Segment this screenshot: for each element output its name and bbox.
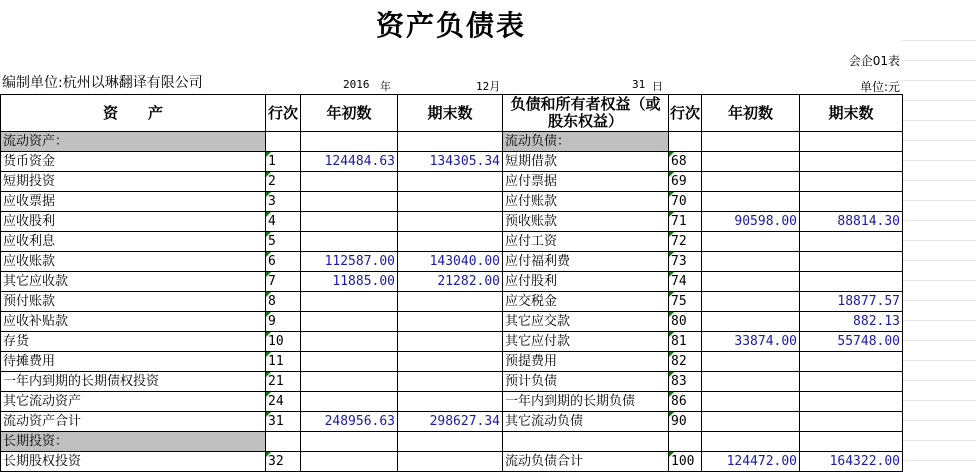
liability-line-no[interactable]: 82	[669, 352, 702, 372]
table-row	[1, 172, 903, 192]
liability-begin-value[interactable]	[702, 352, 800, 372]
liability-item[interactable]: 其它应付款	[503, 332, 669, 352]
asset-line-no[interactable]: 31	[266, 412, 301, 432]
liability-end-value[interactable]	[800, 412, 903, 432]
header-row	[1, 95, 903, 132]
header-line[interactable]: 行次	[266, 95, 301, 132]
asset-line-no[interactable]: 11	[266, 352, 301, 372]
liability-end-value[interactable]	[800, 372, 903, 392]
liability-begin-value[interactable]	[702, 312, 800, 332]
liability-line-no[interactable]	[669, 132, 702, 152]
liability-line-no[interactable]: 75	[669, 292, 702, 312]
asset-begin-value[interactable]	[301, 312, 398, 332]
asset-begin-value[interactable]: 124484.63	[301, 152, 398, 172]
liability-begin-value[interactable]	[702, 132, 800, 152]
asset-end-value[interactable]	[398, 132, 503, 152]
table-row	[1, 132, 903, 152]
date-year: 2016	[343, 78, 370, 91]
asset-item[interactable]: 预付账款	[1, 292, 266, 312]
asset-begin-value[interactable]: 112587.00	[301, 252, 398, 272]
date-month: 12月	[476, 80, 501, 93]
liability-begin-value[interactable]: 33874.00	[702, 332, 800, 352]
table-row	[1, 392, 903, 412]
liability-item[interactable]: 应付账款	[503, 192, 669, 212]
reporting-unit: 编制单位:杭州以琳翻译有限公司	[2, 75, 203, 91]
header-asset[interactable]: 资 产	[1, 95, 266, 132]
asset-item[interactable]: 长期投资：	[1, 432, 266, 452]
asset-end-value[interactable]	[398, 432, 503, 452]
liability-line-no[interactable]: 71	[669, 212, 702, 232]
liability-end-value[interactable]	[800, 192, 903, 212]
asset-item[interactable]: 应收账款	[1, 252, 266, 272]
asset-line-no[interactable]: 2	[266, 172, 301, 192]
asset-item[interactable]: 短期投资	[1, 172, 266, 192]
liability-item[interactable]: 预计负债	[503, 372, 669, 392]
asset-item[interactable]: 应收票据	[1, 192, 266, 212]
date-year-label: 年	[380, 80, 391, 93]
asset-line-no[interactable]: 32	[266, 452, 301, 472]
liability-line-no[interactable]: 100	[669, 452, 702, 472]
liability-line-no[interactable]: 90	[669, 412, 702, 432]
liability-item[interactable]: 其它应交款	[503, 312, 669, 332]
asset-end-value[interactable]: 298627.34	[398, 412, 503, 432]
liability-line-no[interactable]: 72	[669, 232, 702, 252]
liability-line-no[interactable]: 83	[669, 372, 702, 392]
asset-item[interactable]: 长期股权投资	[1, 452, 266, 472]
asset-end-value[interactable]: 134305.34	[398, 152, 503, 172]
report-title: 资产负债表	[375, 9, 526, 42]
table-row	[1, 412, 903, 432]
asset-begin-value[interactable]	[301, 172, 398, 192]
asset-end-value[interactable]	[398, 392, 503, 412]
liability-line-no[interactable]: 69	[669, 172, 702, 192]
liability-end-value[interactable]	[800, 272, 903, 292]
asset-line-no[interactable]	[266, 432, 301, 452]
asset-end-value[interactable]	[398, 312, 503, 332]
table-row	[1, 152, 903, 172]
header-liability[interactable]: 负债和所有者权益（或股东权益）	[503, 95, 669, 132]
table-row	[1, 332, 903, 352]
date-day: 31	[632, 78, 646, 91]
liability-end-value[interactable]	[800, 232, 903, 252]
liability-item[interactable]: 一年内到期的长期负债	[503, 392, 669, 412]
asset-line-no[interactable]: 7	[266, 272, 301, 292]
liability-end-value[interactable]: 55748.00	[800, 332, 903, 352]
header-end[interactable]: 期末数	[398, 95, 503, 132]
liability-end-value[interactable]: 18877.57	[800, 292, 903, 312]
asset-begin-value[interactable]	[301, 192, 398, 212]
table-row	[1, 292, 903, 312]
asset-end-value[interactable]	[398, 332, 503, 352]
asset-end-value[interactable]	[398, 292, 503, 312]
liability-line-no[interactable]: 70	[669, 192, 702, 212]
liability-item[interactable]: 预提费用	[503, 352, 669, 372]
asset-begin-value[interactable]	[301, 292, 398, 312]
liability-item[interactable]: 应付票据	[503, 172, 669, 192]
currency-unit: 单位:元	[859, 80, 900, 94]
liability-begin-value[interactable]: 124472.00	[702, 452, 800, 472]
table-row	[1, 232, 903, 252]
liability-begin-value[interactable]	[702, 192, 800, 212]
sheet-gridlines	[902, 40, 976, 462]
liability-item[interactable]: 其它流动负债	[503, 412, 669, 432]
liability-end-value[interactable]	[800, 152, 903, 172]
table-row	[1, 212, 903, 232]
liability-line-no[interactable]: 68	[669, 152, 702, 172]
liability-begin-value[interactable]	[702, 292, 800, 312]
balance-sheet-table	[0, 94, 903, 472]
liability-item[interactable]: 应付工资	[503, 232, 669, 252]
table-row	[1, 372, 903, 392]
liability-begin-value[interactable]	[702, 392, 800, 412]
liability-end-value[interactable]: 882.13	[800, 312, 903, 332]
asset-begin-value[interactable]: 11885.00	[301, 272, 398, 292]
liability-begin-value[interactable]	[702, 432, 800, 452]
asset-item[interactable]: 流动资产合计	[1, 412, 266, 432]
asset-end-value[interactable]	[398, 212, 503, 232]
asset-line-no[interactable]: 9	[266, 312, 301, 332]
asset-end-value[interactable]: 21282.00	[398, 272, 503, 292]
asset-begin-value[interactable]	[301, 212, 398, 232]
asset-end-value[interactable]: 143040.00	[398, 252, 503, 272]
liability-begin-value[interactable]	[702, 152, 800, 172]
asset-line-no[interactable]: 1	[266, 152, 301, 172]
header-begin-2[interactable]: 年初数	[702, 95, 800, 132]
header-line-2[interactable]: 行次	[669, 95, 702, 132]
liability-end-value[interactable]	[800, 132, 903, 152]
liability-begin-value[interactable]	[702, 232, 800, 252]
table-row	[1, 252, 903, 272]
asset-begin-value[interactable]	[301, 332, 398, 352]
liability-begin-value[interactable]: 90598.00	[702, 212, 800, 232]
asset-item[interactable]: 其它应收款	[1, 272, 266, 292]
asset-item[interactable]: 应收补贴款	[1, 312, 266, 332]
liability-end-value[interactable]	[800, 432, 903, 452]
liability-begin-value[interactable]	[702, 172, 800, 192]
liability-end-value[interactable]	[800, 352, 903, 372]
liability-begin-value[interactable]	[702, 412, 800, 432]
asset-item[interactable]: 货币资金	[1, 152, 266, 172]
asset-item[interactable]: 一年内到期的长期债权投资	[1, 372, 266, 392]
liability-line-no[interactable]: 74	[669, 272, 702, 292]
asset-line-no[interactable]	[266, 132, 301, 152]
asset-begin-value[interactable]	[301, 372, 398, 392]
liability-line-no[interactable]: 80	[669, 312, 702, 332]
asset-begin-value[interactable]	[301, 132, 398, 152]
asset-end-value[interactable]	[398, 172, 503, 192]
asset-item[interactable]: 存货	[1, 332, 266, 352]
liability-begin-value[interactable]	[702, 372, 800, 392]
liability-item[interactable]: 应付福利费	[503, 252, 669, 272]
asset-begin-value[interactable]	[301, 232, 398, 252]
liability-end-value[interactable]: 88814.30	[800, 212, 903, 232]
header-end-2[interactable]: 期末数	[800, 95, 903, 132]
liability-item[interactable]: 流动负债：	[503, 132, 669, 152]
asset-line-no[interactable]: 5	[266, 232, 301, 252]
table-row	[1, 272, 903, 292]
liability-item[interactable]	[503, 432, 669, 452]
liability-end-value[interactable]	[800, 172, 903, 192]
table-row	[1, 432, 903, 452]
liability-end-value[interactable]: 164322.00	[800, 452, 903, 472]
asset-begin-value[interactable]: 248956.63	[301, 412, 398, 432]
liability-item[interactable]: 应交税金	[503, 292, 669, 312]
asset-begin-value[interactable]	[301, 392, 398, 412]
liability-line-no[interactable]: 86	[669, 392, 702, 412]
liability-begin-value[interactable]	[702, 252, 800, 272]
asset-begin-value[interactable]	[301, 352, 398, 372]
asset-line-no[interactable]: 10	[266, 332, 301, 352]
asset-begin-value[interactable]	[301, 432, 398, 452]
liability-end-value[interactable]	[800, 252, 903, 272]
asset-item[interactable]: 应收利息	[1, 232, 266, 252]
asset-end-value[interactable]	[398, 352, 503, 372]
table-row	[1, 352, 903, 372]
asset-line-no[interactable]: 24	[266, 392, 301, 412]
asset-line-no[interactable]: 3	[266, 192, 301, 212]
date-day-label: 日	[652, 80, 663, 93]
table-row	[1, 192, 903, 212]
asset-item[interactable]: 其它流动资产	[1, 392, 266, 412]
liability-begin-value[interactable]	[702, 272, 800, 292]
liability-line-no[interactable]: 73	[669, 252, 702, 272]
asset-item[interactable]: 应收股利	[1, 212, 266, 232]
asset-line-no[interactable]: 8	[266, 292, 301, 312]
liability-line-no[interactable]: 81	[669, 332, 702, 352]
liability-item[interactable]: 流动负债合计	[503, 452, 669, 472]
asset-item[interactable]: 流动资产：	[1, 132, 266, 152]
liability-item[interactable]: 预收账款	[503, 212, 669, 232]
liability-item[interactable]: 应付股利	[503, 272, 669, 292]
asset-end-value[interactable]	[398, 372, 503, 392]
asset-line-no[interactable]: 21	[266, 372, 301, 392]
liability-item[interactable]: 短期借款	[503, 152, 669, 172]
asset-end-value[interactable]	[398, 192, 503, 212]
asset-end-value[interactable]	[398, 232, 503, 252]
asset-line-no[interactable]: 6	[266, 252, 301, 272]
liability-line-no[interactable]	[669, 432, 702, 452]
asset-line-no[interactable]: 4	[266, 212, 301, 232]
asset-item[interactable]: 待摊费用	[1, 352, 266, 372]
form-code: 会企01表	[848, 54, 900, 68]
table-row	[1, 312, 903, 332]
liability-end-value[interactable]	[800, 392, 903, 412]
header-begin[interactable]: 年初数	[301, 95, 398, 132]
